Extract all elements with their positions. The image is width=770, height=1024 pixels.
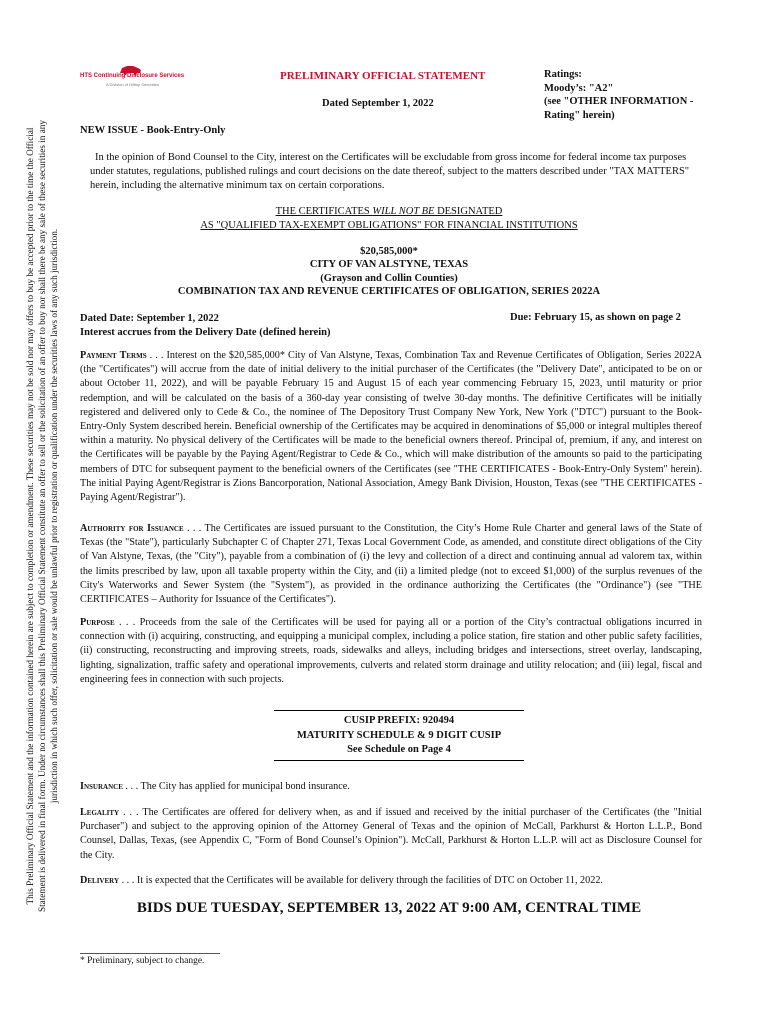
section-heading: Insurance (80, 781, 123, 792)
purpose (80, 616, 702, 687)
dated-date: Dated Date: September 1, 2022 (80, 313, 219, 324)
logo-text: HTS Continuing Disclosure Services (80, 73, 185, 79)
issue-block (80, 245, 698, 299)
new-issue-label: NEW ISSUE - Book-Entry-Only (80, 125, 226, 136)
payment-terms (80, 349, 702, 505)
section-heading: Purpose (80, 617, 115, 628)
statement-date: Dated September 1, 2022 (322, 98, 434, 109)
delivery (80, 874, 702, 888)
ratings-line: Ratings: (544, 69, 582, 80)
section-heading: Legality (80, 807, 120, 818)
tax-opinion: In the opinion of Bond Counsel to the City, interest on the Certificates will be excludable from gross income for federal income tax purposes under statutes, regulations, published rulings and court decisions on the date thereof, subject to the matters described under "TAX MATTERS" herein, including the alternative minimum tax on certain corporations. (90, 152, 690, 191)
designation-text: THE CERTIFICATES (275, 206, 373, 217)
issue-title: COMBINATION TAX AND REVENUE CERTIFICATES OF OBLIGATION, SERIES 2022A (177, 286, 601, 298)
cusip-prefix: CUSIP PREFIX: 920494 (343, 715, 455, 726)
interest-accrual: Interest accrues from the Delivery Date (defined herein) (80, 326, 331, 338)
ratings-line: (see "OTHER INFORMATION - (544, 96, 694, 107)
section-body: . . . It is expected that the Certificates will be available for delivery through the facilities of DTC on October 11, 2022. (119, 875, 603, 886)
cusip-box (274, 710, 524, 761)
document-status: PRELIMINARY OFFICIAL STATEMENT (280, 70, 486, 82)
insurance (80, 780, 702, 794)
side-disclaimer (24, 51, 61, 981)
issuer-counties: (Grayson and Collin Counties) (320, 272, 458, 284)
issuer-name: CITY OF VAN ALSTYNE, TEXAS (309, 259, 469, 271)
designation-line-2: AS "QUALIFIED TAX-EXEMPT OBLIGATIONS" FOR FINANCIAL INSTITUTIONS (200, 219, 578, 231)
ratings-block (544, 68, 693, 122)
section-body: . . . The Certificates are offered for delivery when, as and if issued and received by the initial purchaser of the Certificates (the "Initial Purchaser") and subject to the approving opinion of the Attorney General of Texas and the opinion of McCall, Parkhurst & Horton L.L.P., Bond Counsel, Dallas, Texas, (see Appendix C, "Form of Bond Counsel’s Opinion"). McCall, Parkhurst & Horton L.L.P. will act as Disclosure Counsel for the City. (80, 807, 702, 861)
maturity-schedule: MATURITY SCHEDULE & 9 DIGIT CUSIP (296, 729, 502, 741)
section-body: . . . The City has applied for municipal bond insurance. (122, 781, 350, 792)
logo (80, 64, 185, 90)
designation-line-1 (80, 205, 698, 219)
footnote: * Preliminary, subject to change. (80, 956, 205, 966)
section-heading: Authority for Issuance (80, 523, 184, 534)
issue-amount: $20,585,000* (360, 246, 418, 257)
section-heading: Delivery (80, 875, 120, 886)
side-disclaimer-line: Statement is delivered in final form. Under no circumstances shall this Preliminary Official Statement constitute an offer to sell or the solicitation of an offer to buy nor shall there be any sale of these securities in any (37, 120, 48, 912)
legality (80, 806, 702, 863)
side-disclaimer-line: This Preliminary Official Statement and the information contained herein are subject to completion or amendment. These securities may not be sold nor may offers to buy be accepted prior to the time the Official (25, 127, 35, 905)
section-body: . . . The Certificates are issued pursuant to the Constitution, the City’s Home Rule Charter and general laws of the State of Texas (the "State"), particularly Subchapter C of Chapter 271, Texas Local Government Code, as amended, and constitute direct obligations of the City of Van Alstyne, Texas, (the "City"), payable from a combination of (i) the levy and collection of a direct and continuing annual ad valorem tax, within the limits prescribed by law, upon all taxable property within the City, and (ii) a limited pledge (not to exceed $1,000) of the surplus revenues of the City's Waterworks and Sewer System (the "System"), as provided in the ordinance authorizing the Certificates (the "Ordinance") (see "THE CERTIFICATES – Authority for Issuance of the Certificates"). (80, 523, 703, 606)
logo-subtext: A Division of Hilltop Securities (106, 82, 159, 87)
schedule-reference: See Schedule on Page 4 (347, 744, 451, 755)
designation-notice (80, 205, 698, 232)
authority-for-issuance (80, 522, 702, 607)
footnote-divider (80, 953, 220, 954)
dated-date-block (80, 312, 330, 339)
designation-emphasis: WILL NOT BE (372, 206, 435, 217)
designation-text: DESIGNATED (434, 206, 503, 217)
section-body: . . . Proceeds from the sale of the Certificates will be used for paying all or a portion of the City’s contractual obligations incurred in connection with (i) acquiring, constructing, and equipping a municipal complex, including a police station, fire station and other public safety facilities, (ii) constructing, reconstructing and improving streets, roads, sidewalks and alleys, including bridges and intersections, street overlay, landscaping, lighting, signalization, traffic safety and operational improvements, culverts and related storm drainage and utility relocation; and (iii) legal, fiscal and engineering fees in connection with such projects. (80, 617, 702, 685)
section-body: . . . Interest on the $20,585,000* City of Van Alstyne, Texas, Combination Tax and Revenue Certificates of Obligation, Series 2022A (the "Certificates") will accrue from the date of initial delivery to the initial purchaser of the Certificates (the "Delivery Date", anticipated to be on or about October 11, 2022), and will be payable February 15 and August 15 of each year commencing February 15, 2023, until maturity or prior redemption, and will be calculated on the basis of a 360-day year consisting of twelve 30-day months. The definitive Certificates will be initially registered and delivered only to Cede & Co., the nominee of The Depository Trust Company New York, New York ("DTC") pursuant to the Book-Entry-Only System described herein. Beneficial ownership of the Certificates may be acquired in denominations of $5,000 or integral multiples thereof within a maturity. No physical delivery of the Certificates will be made to the beneficial owners thereof. Principal of, premium, if any, and interest on the Certificates will be payable by the Paying Agent/Registrar to Cede & Co., which will make distribution of the amounts so paid to the participating members of DTC for subsequent payment to the beneficial owners of the Certificates (see "THE CERTIFICATES - Book-Entry-Only System" herein). The initial Paying Agent/Registrar is Zions Bancorporation, National Association, Amegy Bank Division, Houston, Texas (see "THE CERTIFICATES - Paying Agent/Registrar"). (80, 350, 702, 504)
ratings-line: Moody’s: "A2" (544, 82, 614, 94)
bids-due-banner: BIDS DUE TUESDAY, SEPTEMBER 13, 2022 AT 9:00 AM, CENTRAL TIME (136, 900, 642, 916)
ratings-line: Rating" herein) (544, 109, 615, 121)
section-heading: Payment Terms (80, 350, 147, 361)
side-disclaimer-line: jurisdiction in which such offer, solicitation or sale would be unlawful prior to registration or qualification under the securities laws of any such jurisdiction. (49, 228, 60, 804)
due-date: Due: February 15, as shown on page 2 (510, 312, 681, 323)
